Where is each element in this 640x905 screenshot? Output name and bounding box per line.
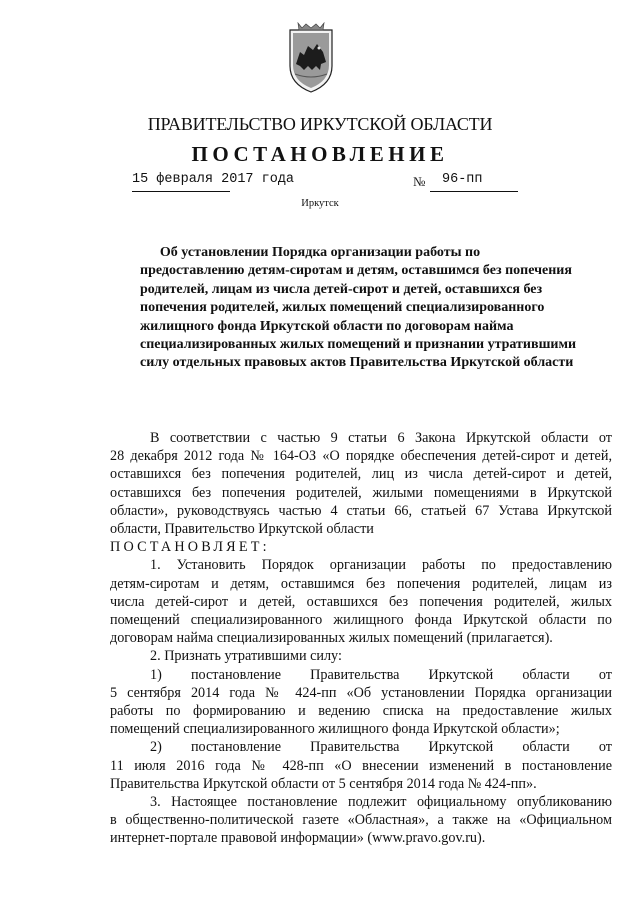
body-line: 2) постановление Правительства Иркутской области от bbox=[150, 739, 612, 756]
document-number: 96-пп bbox=[442, 172, 483, 187]
body-line: числа детей-сирот и детей, оставшихся без попечения родителей, жилых bbox=[110, 593, 612, 610]
resolution-body bbox=[110, 429, 612, 848]
title-line: специализированных жилых помещений и признании утратившими bbox=[140, 337, 577, 353]
body-line: 1. Установить Порядок организации работы по предоставлению bbox=[150, 557, 612, 574]
date-underline bbox=[132, 191, 230, 192]
body-line: договорам найма специализированных жилых помещений (прилагается). bbox=[110, 630, 553, 647]
body-line: оставшихся без попечения родителей, жилыми помещениями в Иркутской bbox=[110, 484, 612, 501]
body-line: детям-сиротам и детям, оставшимся без попечения родителей, лицам из bbox=[110, 575, 612, 592]
body-line: области, Правительство Иркутской области bbox=[110, 521, 374, 538]
number-underline bbox=[430, 191, 518, 192]
document-type-heading: ПОСТАНОВЛЕНИЕ bbox=[191, 142, 449, 166]
government-name: ПРАВИТЕЛЬСТВО ИРКУТСКОЙ ОБЛАСТИ bbox=[147, 114, 493, 134]
body-line: Правительства Иркутской области от 5 сентября 2014 года № 424-пп». bbox=[110, 775, 537, 792]
body-line: 11 июля 2016 года № 428-пп «О внесении изменений в постановление bbox=[110, 757, 612, 774]
body-line: оставшихся без попечения родителей, лиц из числа детей-сирот и детей, bbox=[110, 466, 612, 483]
body-line: области», руководствуясь частью 4 статьи 66, статьей 67 Устава Иркутской bbox=[110, 502, 612, 519]
document-date: 15 февраля 2017 года bbox=[132, 172, 295, 187]
body-line: помещений специализированного жилищного фонда Иркутской области по bbox=[110, 612, 612, 629]
body-line: 3. Настоящее постановление подлежит официальному опубликованию bbox=[150, 794, 612, 811]
title-line: родителей, лицам из числа детей-сирот и детей, оставшихся без bbox=[140, 281, 543, 297]
body-line: 28 декабря 2012 года № 164-ОЗ «О порядке обеспечения детей-сирот и детей, bbox=[110, 448, 612, 465]
body-line: в общественно-политической газете «Областная», а также на «Официальном bbox=[110, 812, 612, 829]
title-line: силу отдельных правовых актов Правительства Иркутской области bbox=[140, 355, 574, 371]
body-line: работы по формированию и ведению списка на предоставление жилых bbox=[110, 703, 612, 720]
title-line: Об установлении Порядка организации работы по bbox=[159, 245, 481, 260]
decree-word: ПОСТАНОВЛЯЕТ: bbox=[110, 539, 270, 556]
body-line: 5 сентября 2014 года № 424-пп «Об установлении Порядка организации bbox=[110, 684, 612, 701]
title-line: предоставлению детям-сиротам и детям, оставшимся без попечения bbox=[140, 263, 572, 279]
number-sign: № bbox=[413, 174, 426, 189]
title-line: жилищного фонда Иркутской области по договорам найма bbox=[140, 318, 514, 334]
body-line: 2. Признать утратившими силу: bbox=[150, 648, 342, 665]
body-line: В соответствии с частью 9 статьи 6 Закона Иркутской области от bbox=[150, 430, 612, 446]
irkutsk-region-coat-of-arms-icon bbox=[286, 22, 336, 94]
body-line: интернет-портале правовой информации» (www.pravo.gov.ru). bbox=[110, 830, 486, 847]
body-line: помещений специализированного жилищного фонда Иркутской области»; bbox=[110, 721, 560, 738]
title-line: попечения родителей, жилых помещений специализированного bbox=[140, 300, 545, 316]
document-city: Иркутск bbox=[301, 198, 339, 209]
body-line: 1) постановление Правительства Иркутской области от bbox=[150, 666, 612, 683]
resolution-title bbox=[140, 244, 577, 373]
